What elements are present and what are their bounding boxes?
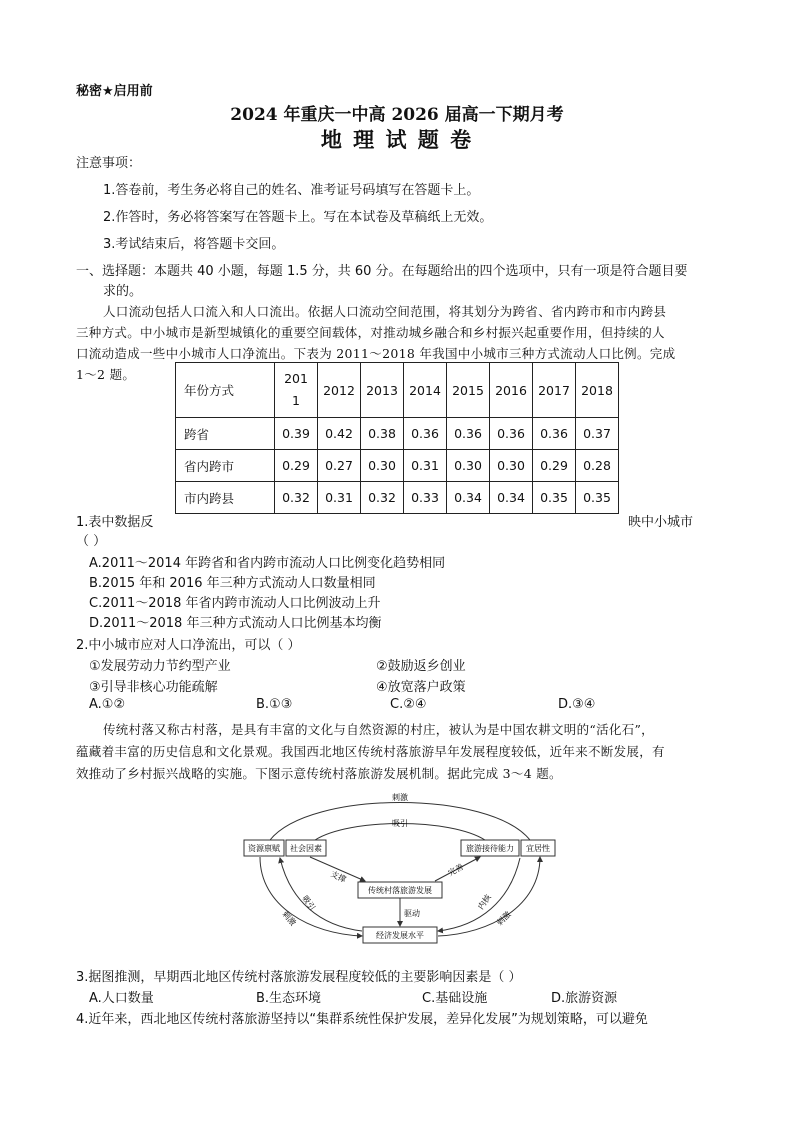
table-cell: 0.29 (533, 450, 576, 482)
q2-option-b: B.①③ (256, 697, 293, 712)
table-cell: 0.38 (361, 418, 404, 450)
label-attract-top: 吸引 (392, 819, 408, 828)
table-header-cell: 201 1 (275, 363, 318, 418)
q3-stem: 3.据图推测，早期西北地区传统村落旅游发展程度较低的主要影响因素是（ ） (76, 970, 522, 985)
table-cell: 市内跨县 (176, 482, 275, 514)
passage2-line-3: 效推动了乡村振兴战略的实施。下图示意传统村落旅游发展机制。据此完成 3～4 题。 (76, 766, 562, 781)
table-cell: 0.29 (275, 450, 318, 482)
exam-title: 2024 年重庆一中高 2026 届高一下期月考 (230, 105, 564, 125)
label-improve: 完善 (446, 862, 466, 878)
q3-option-c: C.基础设施 (422, 991, 488, 1006)
label-left-inner: 吸引 (300, 893, 317, 913)
table-header-cell: 2014 (404, 363, 447, 418)
section-heading: 一、选择题：本题共 40 小题，每题 1.5 分，共 60 分。在每题给出的四个选项中，只有一项是符合题目要 (76, 264, 688, 279)
q2-item-2: ②鼓励返乡创业 (376, 659, 466, 674)
table-cell: 0.32 (275, 482, 318, 514)
q1-option-a: A.2011～2014 年跨省和省内跨市流动人口比例变化趋势相同 (89, 556, 446, 571)
q2-item-4: ④放宽落户政策 (376, 680, 466, 695)
arrow-left-outer (260, 857, 362, 936)
table-cell: 0.27 (318, 450, 361, 482)
q2-option-c: C.②④ (390, 697, 427, 712)
q2-item-3: ③引导非核心功能疏解 (89, 680, 218, 695)
q2-option-d: D.③④ (558, 697, 596, 712)
box-social-label: 社会因素 (290, 844, 322, 853)
table-cell: 省内跨市 (176, 450, 275, 482)
table-row (176, 450, 619, 482)
passage2-line-1: 传统村落又称古村落，是具有丰富的文化与自然资源的村庄，被认为是中国农耕文明的“活化石”， (103, 722, 654, 737)
table-cell: 0.36 (404, 418, 447, 450)
passage1-line-3: 口流动造成一些中小城市人口净流出。下表为 2011～2018 年我国中小城市三种方式流动人口比例。完成 (76, 346, 676, 361)
box-resource-label: 资源禀赋 (248, 844, 280, 853)
table-cell: 0.36 (447, 418, 490, 450)
q2-option-a: A.①② (89, 697, 126, 712)
q1-option-c: C.2011～2018 年省内跨市流动人口比例波动上升 (89, 596, 381, 611)
tourism-mechanism-diagram (230, 786, 570, 946)
table-cell: 0.35 (533, 482, 576, 514)
section-heading-cont: 求的。 (103, 284, 143, 299)
q3-option-d: D.旅游资源 (551, 991, 618, 1006)
table-cell: 0.42 (318, 418, 361, 450)
table-header-cell: 2017 (533, 363, 576, 418)
passage1-line-4: 1～2 题。 (76, 367, 136, 382)
q3-option-a: A.人口数量 (89, 991, 154, 1006)
table-cell: 0.33 (404, 482, 447, 514)
q4-stem: 4.近年来，西北地区传统村落旅游坚持以“集群系统性保护发展，差异化发展”为规划策略，可以避免 (76, 1012, 648, 1027)
table-header-cell: 2016 (490, 363, 533, 418)
q2-stem: 2.中小城市应对人口净流出，可以（ ） (76, 638, 301, 653)
passage1-line-2: 三种方式。中小城市是新型城镇化的重要空间载体，对推动城乡融合和乡村振兴起重要作用，但持续的人 (76, 325, 665, 340)
label-right-inner: 内核 (476, 892, 493, 912)
q1-option-b: B.2015 年和 2016 年三种方式流动人口数量相同 (89, 576, 376, 591)
box-capacity-label: 旅游接待能力 (466, 844, 514, 853)
table-header-cell: 年份方式 (176, 363, 275, 418)
table-cell: 0.36 (490, 418, 533, 450)
q1-stem-right: 映中小城市 (628, 515, 694, 530)
table-cell: 跨省 (176, 418, 275, 450)
box-bottom-label: 经济发展水平 (376, 931, 424, 940)
q1-option-d: D.2011～2018 年三种方式流动人口比例基本均衡 (89, 616, 382, 631)
q1-answer-paren: （ ） (76, 534, 107, 549)
label-right-outer: 刺激 (495, 909, 513, 928)
label-left-outer: 刺激 (280, 909, 298, 928)
migration-table (175, 362, 619, 514)
table-row (176, 418, 619, 450)
table-header-cell: 2012 (318, 363, 361, 418)
table-cell: 0.30 (361, 450, 404, 482)
notice-heading: 注意事项： (76, 156, 142, 171)
label-support: 支撑 (329, 869, 348, 885)
passage2-line-2: 蕴藏着丰富的历史信息和文化景观。我国西北地区传统村落旅游早年发展程度较低，近年来不断发展，有 (76, 744, 665, 759)
table-cell: 0.34 (447, 482, 490, 514)
table-row (176, 482, 619, 514)
notice-item-2: 2.作答时，务必将答案写在答题卡上。写在本试卷及草稿纸上无效。 (103, 210, 493, 225)
q1-stem-left: 1.表中数据反 (76, 515, 154, 530)
table-cell: 0.30 (490, 450, 533, 482)
box-center-label: 传统村落旅游发展 (368, 886, 432, 895)
table-cell: 0.30 (447, 450, 490, 482)
table-cell: 0.37 (576, 418, 619, 450)
secret-label: 秘密★启用前 (76, 84, 153, 99)
table-header-cell: 2013 (361, 363, 404, 418)
label-drive: 驱动 (404, 909, 420, 918)
box-livable-label: 宜居性 (526, 844, 550, 853)
table-header-row (176, 363, 619, 418)
table-cell: 0.28 (576, 450, 619, 482)
notice-item-3: 3.考试结束后，将答题卡交回。 (103, 237, 285, 252)
table-header-cell: 2015 (447, 363, 490, 418)
label-stimulate-top: 刺激 (392, 793, 408, 802)
passage1-line-1: 人口流动包括人口流入和人口流出。依据人口流动空间范围，将其划分为跨省、省内跨市和市内跨县 (103, 304, 667, 319)
exam-subtitle: 地 理 试 题 卷 (320, 128, 474, 152)
table-cell: 0.35 (576, 482, 619, 514)
table-cell: 0.34 (490, 482, 533, 514)
table-cell: 0.31 (318, 482, 361, 514)
table-cell: 0.32 (361, 482, 404, 514)
notice-item-1: 1.答卷前，考生务必将自己的姓名、准考证号码填写在答题卡上。 (103, 183, 480, 198)
table-cell: 0.39 (275, 418, 318, 450)
q3-option-b: B.生态环境 (256, 991, 322, 1006)
table-header-cell: 2018 (576, 363, 619, 418)
q2-item-1: ①发展劳动力节约型产业 (89, 659, 231, 674)
table-cell: 0.31 (404, 450, 447, 482)
table-cell: 0.36 (533, 418, 576, 450)
